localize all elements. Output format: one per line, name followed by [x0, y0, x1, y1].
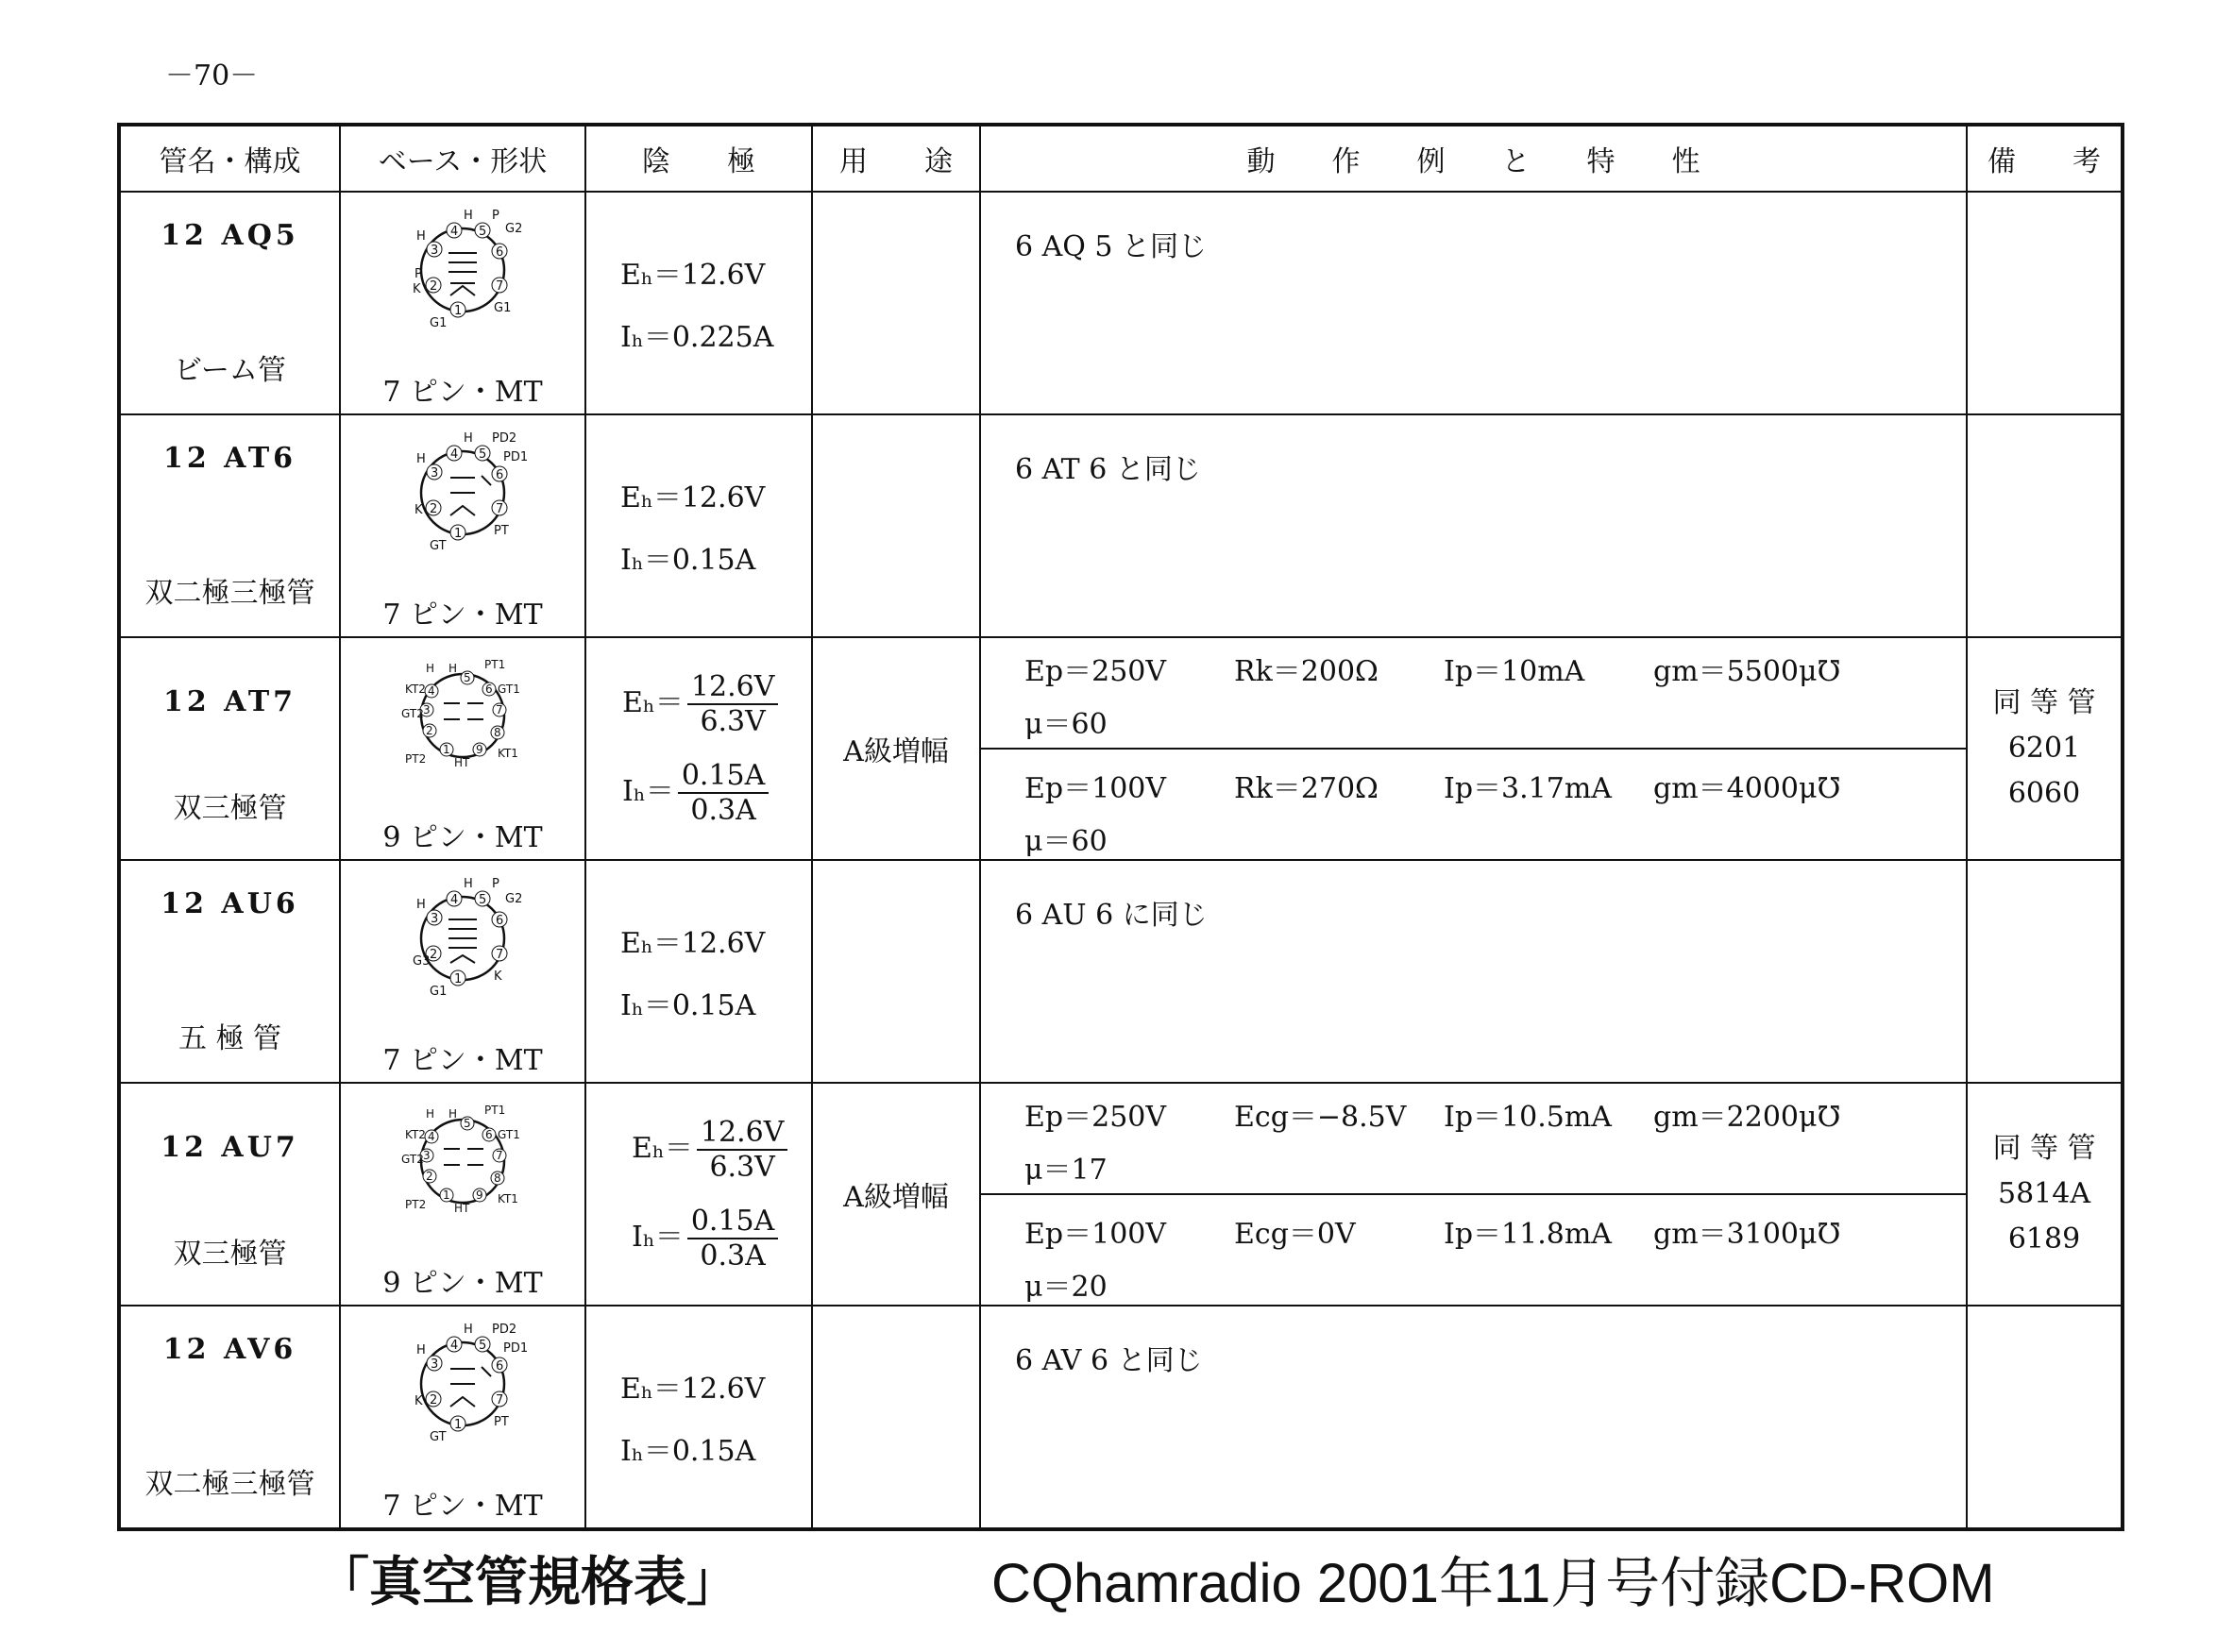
plate-voltage: Ep＝100V: [1024, 772, 1167, 805]
svg-text:K: K: [413, 282, 421, 296]
notes-equivalent-tube: 6060: [2007, 777, 2081, 810]
tube-name-cell: [119, 860, 340, 1083]
svg-text:6: 6: [496, 1359, 504, 1374]
header-base: ベース・形状: [340, 125, 585, 192]
svg-text:5: 5: [464, 1117, 471, 1130]
svg-text:GT2: GT2: [401, 1153, 424, 1166]
notes-cell: [1967, 1306, 2123, 1529]
svg-text:4: 4: [450, 1339, 459, 1353]
tube-type: 双三極管: [173, 1238, 287, 1271]
svg-text:GT: GT: [430, 1430, 447, 1444]
cathode-cell: [585, 192, 812, 414]
svg-text:K: K: [414, 1394, 423, 1408]
svg-text:KT2: KT2: [405, 683, 426, 696]
base-cell: [340, 192, 585, 414]
svg-text:2: 2: [426, 724, 433, 737]
notes-equivalent-label: 同 等 管: [1992, 686, 2096, 719]
table-row: [119, 414, 2123, 637]
svg-text:H: H: [448, 662, 458, 675]
cathode-cell: [585, 860, 812, 1083]
svg-text:4: 4: [450, 447, 459, 462]
svg-text:1: 1: [454, 304, 463, 318]
transconductance: gm＝5500μ℧: [1653, 655, 1841, 688]
svg-text:8: 8: [494, 726, 501, 739]
svg-text:P: P: [492, 209, 499, 223]
operation-cell: [980, 637, 1967, 860]
tube-name: 12 AT6: [162, 442, 297, 475]
plate-current: Ip＝11.8mA: [1444, 1218, 1612, 1251]
svg-text:3: 3: [423, 703, 431, 716]
footer-source: CQhamradio 2001年11月号付録CD-ROM: [991, 1553, 1995, 1614]
operation-text: 6 AQ 5 と同じ: [1015, 230, 1208, 263]
svg-text:H: H: [416, 229, 426, 244]
svg-text:PD1: PD1: [503, 1341, 529, 1356]
table-row: [119, 860, 2123, 1083]
heater-voltage: Eₕ＝12.6V: [620, 927, 766, 960]
notes-equivalent-tube: 6201: [2007, 732, 2081, 765]
svg-text:3: 3: [431, 1357, 439, 1372]
heater-current: Iₕ＝0.15A: [620, 544, 756, 577]
svg-text:KT1: KT1: [498, 747, 518, 760]
operation-cell: [980, 414, 1967, 637]
heater-current: Iₕ＝0.15A: [620, 1435, 756, 1468]
svg-text:PD2: PD2: [492, 1323, 517, 1337]
svg-text:6: 6: [496, 245, 504, 260]
svg-text:GT: GT: [430, 539, 447, 553]
tube-spec-table: [117, 123, 2124, 1531]
base-cell: [340, 414, 585, 637]
table-row: [119, 637, 2123, 860]
svg-text:KT2: KT2: [405, 1128, 426, 1141]
svg-text:PT2: PT2: [405, 1198, 427, 1211]
svg-text:9: 9: [476, 1188, 483, 1202]
amplification-factor: μ＝20: [1024, 1271, 1108, 1304]
svg-text:H: H: [464, 877, 473, 891]
svg-text:PT1: PT1: [484, 658, 506, 671]
svg-text:G1: G1: [430, 316, 448, 330]
base-label: 9 ピン・MT: [382, 1267, 543, 1300]
tube-name-cell: [119, 192, 340, 414]
svg-text:PT2: PT2: [405, 752, 427, 766]
heater-current-parallel: 0.3A: [700, 1239, 766, 1273]
svg-text:H: H: [426, 1107, 435, 1121]
heater-current: Iₕ＝0.225A: [620, 321, 774, 354]
svg-text:1: 1: [454, 972, 463, 986]
svg-text:2: 2: [430, 948, 438, 962]
base-cell: [340, 1306, 585, 1529]
svg-text:6: 6: [496, 914, 504, 928]
svg-text:GT1: GT1: [498, 683, 520, 696]
svg-text:1: 1: [454, 1418, 463, 1432]
tube-type: 双二極三極管: [144, 577, 315, 610]
heater-current-fraction: [678, 759, 769, 827]
svg-text:H: H: [426, 662, 435, 675]
base-label: 7 ピン・MT: [382, 1490, 543, 1523]
svg-text:H: H: [416, 1343, 426, 1357]
base-cell: [340, 637, 585, 860]
tube-name: 12 AV6: [162, 1333, 297, 1366]
tube-name: 12 AU6: [161, 887, 299, 920]
svg-text:5: 5: [479, 225, 487, 239]
svg-text:G1: G1: [430, 985, 448, 999]
base-pinout-icon: [392, 206, 533, 338]
svg-text:5: 5: [479, 893, 487, 907]
svg-text:3: 3: [431, 466, 439, 480]
svg-text:PT1: PT1: [484, 1104, 506, 1117]
base-pinout-icon: [392, 429, 533, 561]
svg-text:5: 5: [479, 447, 487, 462]
tube-name: 12 AU7: [161, 1131, 299, 1164]
operation-cell: [980, 1083, 1967, 1306]
svg-text:2: 2: [430, 1393, 438, 1408]
base-pinout-icon: [392, 651, 533, 784]
svg-text:1: 1: [443, 743, 450, 756]
usage-cell: A級増幅: [812, 637, 980, 860]
svg-text:1: 1: [443, 1188, 450, 1202]
notes-cell: [1967, 192, 2123, 414]
heater-voltage: Eₕ＝12.6V: [620, 1373, 766, 1406]
tube-name-cell: [119, 414, 340, 637]
heater-current-label: Iₕ＝: [632, 1221, 684, 1254]
svg-text:2: 2: [430, 279, 438, 294]
notes-equivalent-label: 同 等 管: [1992, 1132, 2096, 1165]
base-label: 7 ピン・MT: [382, 376, 543, 409]
heater-voltage-series: 12.6V: [697, 1116, 787, 1151]
plate-current: Ip＝3.17mA: [1444, 772, 1612, 805]
svg-text:4: 4: [450, 893, 459, 907]
svg-text:4: 4: [450, 225, 459, 239]
plate-voltage: Ep＝250V: [1024, 655, 1167, 688]
svg-text:G2: G2: [505, 222, 523, 236]
tube-type: ビーム管: [174, 354, 286, 387]
svg-text:5: 5: [464, 671, 471, 684]
heater-voltage-label: Eₕ＝: [622, 686, 684, 719]
header-cathode: 陰 極: [585, 125, 812, 192]
tube-type: 双二極三極管: [144, 1468, 315, 1501]
base-cell: [340, 860, 585, 1083]
operation-example-2: [981, 750, 1966, 859]
base-cell: [340, 1083, 585, 1306]
table-row: [119, 192, 2123, 414]
header-name: 管名・構成: [119, 125, 340, 192]
svg-text:3: 3: [431, 912, 439, 926]
amplification-factor: μ＝60: [1024, 708, 1108, 741]
heater-current-parallel: 0.3A: [690, 794, 756, 827]
svg-text:G3: G3: [413, 954, 431, 969]
heater-voltage-parallel: 6.3V: [709, 1151, 775, 1184]
svg-text:5: 5: [479, 1339, 487, 1353]
tube-name-cell: [119, 1083, 340, 1306]
footer-title: 「真空管規格表」: [316, 1552, 739, 1613]
heater-voltage-label: Eₕ＝: [632, 1132, 693, 1165]
svg-text:3: 3: [431, 244, 439, 258]
tube-name-cell: [119, 1306, 340, 1529]
amplification-factor: μ＝60: [1024, 825, 1108, 858]
svg-text:2: 2: [430, 502, 438, 516]
cathode-resistor: Rk＝200Ω: [1234, 655, 1379, 688]
svg-text:7: 7: [496, 703, 503, 716]
heater-current: Iₕ＝0.15A: [620, 989, 756, 1022]
heater-voltage: Eₕ＝12.6V: [620, 481, 766, 514]
usage-cell: [812, 192, 980, 414]
base-pinout-icon: [392, 1320, 533, 1452]
svg-text:PT: PT: [494, 524, 509, 538]
usage-cell: [812, 860, 980, 1083]
svg-text:KT1: KT1: [498, 1192, 518, 1205]
cathode-cell: [585, 1306, 812, 1529]
notes-cell: [1967, 414, 2123, 637]
svg-text:4: 4: [428, 1130, 435, 1143]
tube-name: 12 AQ5: [161, 219, 299, 252]
svg-text:P: P: [492, 877, 499, 891]
usage-cell: A級増幅: [812, 1083, 980, 1306]
transconductance: gm＝3100μ℧: [1653, 1218, 1841, 1251]
svg-text:2: 2: [426, 1170, 433, 1183]
header-operation: 動 作 例 と 特 性: [980, 125, 1967, 192]
svg-text:GT2: GT2: [401, 707, 424, 720]
base-pinout-icon: [392, 874, 533, 1006]
operation-cell: [980, 860, 1967, 1083]
svg-text:K: K: [414, 503, 423, 517]
amplification-factor: μ＝17: [1024, 1154, 1108, 1187]
heater-voltage: [632, 1116, 811, 1184]
grid-bias: Ecg＝0V: [1234, 1218, 1356, 1251]
svg-text:1: 1: [454, 527, 463, 541]
svg-text:HT: HT: [454, 756, 470, 769]
svg-text:6: 6: [485, 1128, 493, 1141]
svg-text:GT1: GT1: [498, 1128, 520, 1141]
usage-cell: [812, 414, 980, 637]
operation-example-1: [981, 1084, 1966, 1195]
header-notes: 備 考: [1967, 125, 2123, 192]
svg-text:6: 6: [485, 683, 493, 696]
svg-text:8: 8: [494, 1172, 501, 1185]
tube-type: 五 極 管: [178, 1022, 282, 1055]
svg-text:7: 7: [496, 948, 504, 962]
heater-voltage-fraction: [687, 670, 778, 738]
plate-current: Ip＝10.5mA: [1444, 1101, 1612, 1134]
heater-voltage-fraction: [697, 1116, 787, 1184]
svg-text:H: H: [464, 1323, 473, 1337]
grid-bias: Ecg＝−8.5V: [1234, 1101, 1407, 1134]
transconductance: gm＝2200μ℧: [1653, 1101, 1841, 1134]
svg-text:7: 7: [496, 1393, 504, 1408]
svg-text:PD1: PD1: [503, 450, 529, 464]
svg-text:6: 6: [496, 468, 504, 482]
svg-text:7: 7: [496, 1149, 503, 1162]
page-number: －70－: [165, 59, 259, 93]
svg-text:PT: PT: [494, 1415, 509, 1429]
svg-text:H: H: [448, 1107, 458, 1121]
cathode-resistor: Rk＝270Ω: [1234, 772, 1379, 805]
transconductance: gm＝4000μ℧: [1653, 772, 1841, 805]
heater-voltage: [622, 670, 811, 738]
svg-text:P: P: [414, 267, 422, 281]
operation-text: 6 AU 6 に同じ: [1015, 899, 1208, 932]
usage-cell: [812, 1306, 980, 1529]
heater-current: [622, 759, 811, 827]
svg-text:K: K: [494, 969, 502, 984]
heater-voltage-series: 12.6V: [687, 670, 778, 705]
svg-text:9: 9: [476, 743, 483, 756]
svg-text:HT: HT: [454, 1202, 470, 1215]
notes-cell: [1967, 1083, 2123, 1306]
tube-name: 12 AT7: [162, 685, 297, 718]
tube-name-cell: [119, 637, 340, 860]
svg-text:H: H: [416, 452, 426, 466]
notes-equivalent-tube: 5814A: [1997, 1177, 2090, 1210]
svg-text:G2: G2: [505, 892, 523, 906]
plate-current: Ip＝10mA: [1444, 655, 1585, 688]
operation-cell: [980, 1306, 1967, 1529]
base-label: 9 ピン・MT: [382, 821, 543, 854]
plate-voltage: Ep＝100V: [1024, 1218, 1167, 1251]
notes-cell: [1967, 637, 2123, 860]
table-row: [119, 1306, 2123, 1529]
base-pinout-icon: [392, 1097, 533, 1229]
svg-text:7: 7: [496, 502, 504, 516]
heater-current-fraction: [687, 1205, 778, 1273]
notes-cell: [1967, 860, 2123, 1083]
svg-text:4: 4: [428, 684, 435, 698]
cathode-cell: [585, 414, 812, 637]
table-row: [119, 1083, 2123, 1306]
base-label: 7 ピン・MT: [382, 1044, 543, 1077]
heater-current: [632, 1205, 811, 1273]
operation-text: 6 AV 6 と同じ: [1015, 1344, 1203, 1377]
operation-cell: [980, 192, 1967, 414]
plate-voltage: Ep＝250V: [1024, 1101, 1167, 1134]
svg-text:7: 7: [496, 279, 504, 294]
cathode-cell: [585, 637, 812, 860]
svg-text:G1: G1: [494, 301, 512, 315]
cathode-cell: [585, 1083, 812, 1306]
heater-voltage-parallel: 6.3V: [700, 705, 766, 738]
heater-current-label: Iₕ＝: [622, 775, 674, 808]
svg-text:H: H: [464, 431, 473, 446]
operation-example-1: [981, 638, 1966, 750]
header-usage: 用 途: [812, 125, 980, 192]
operation-text: 6 AT 6 と同じ: [1015, 453, 1201, 486]
svg-text:H: H: [416, 898, 426, 912]
operation-example-2: [981, 1195, 1966, 1305]
svg-text:H: H: [464, 209, 473, 223]
heater-current-series: 0.15A: [687, 1205, 778, 1239]
heater-current-series: 0.15A: [678, 759, 769, 794]
tube-type: 双三極管: [173, 792, 287, 825]
heater-voltage: Eₕ＝12.6V: [620, 259, 766, 292]
base-label: 7 ピン・MT: [382, 598, 543, 632]
svg-text:3: 3: [423, 1149, 431, 1162]
header-row: [119, 125, 2123, 192]
notes-equivalent-tube: 6189: [2007, 1222, 2081, 1256]
svg-text:PD2: PD2: [492, 431, 517, 446]
